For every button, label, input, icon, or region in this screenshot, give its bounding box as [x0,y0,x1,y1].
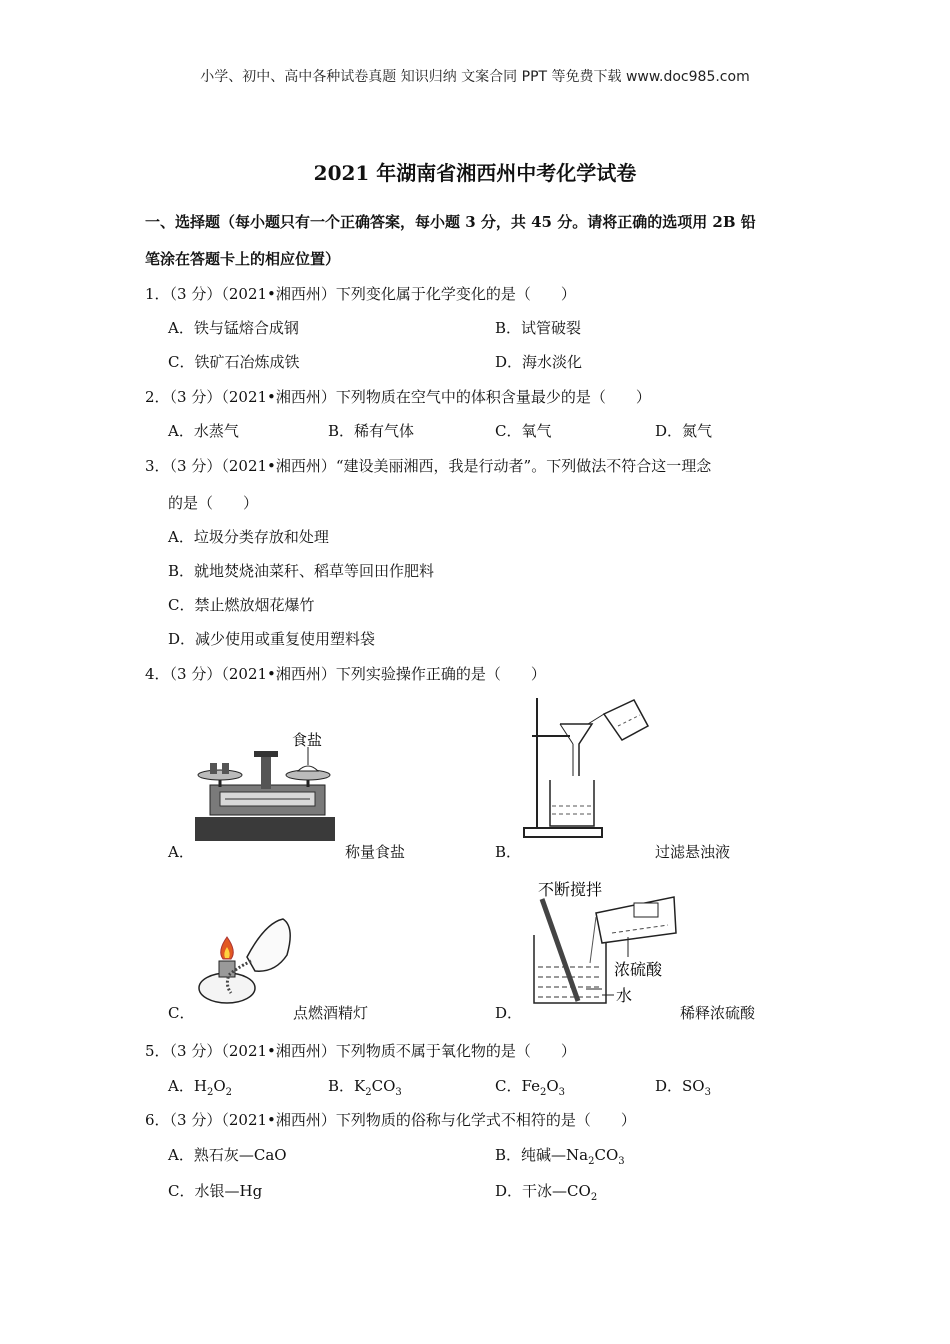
q3-option-b[interactable]: B．就地焚烧油菜秆、稻草等回田作肥料 [168,562,435,580]
q5-option-c-letter: C． [495,1077,522,1095]
q4-option-a[interactable]: A． [168,843,194,861]
q4-option-b[interactable]: B． [495,843,522,861]
q5-option-a-letter: A． [168,1077,194,1095]
q5-formula-b: $K_2CO_3$ [354,1077,402,1098]
q4-option-c[interactable]: C． [168,1004,195,1022]
figure-label-stir: 不断搅拌 [538,880,603,899]
balance-scale-figure [190,725,340,850]
q6-option-a[interactable] [168,1144,287,1165]
q6-formula-a: CaO [253,1146,287,1164]
section-heading-line1: 一、选择题（每小题只有一个正确答案，每小题 3 分，共 45 分。请将正确的选项用 2B 铅 [145,213,756,231]
q1-option-c[interactable]: C．铁矿石冶炼成铁 [168,353,300,371]
q5-formula-d: $SO_3$ [682,1077,711,1098]
q1-option-a[interactable]: A．铁与锰熔合成钢 [168,319,299,337]
q5-option-b[interactable] [328,1075,402,1098]
q4-caption-d: 稀释浓硫酸 [680,1004,756,1022]
q5-option-c[interactable] [495,1075,565,1098]
question-4-stem: 4．（3 分）（2021•湘西州）下列实验操作正确的是（ ） [145,665,546,683]
section-heading-line2: 笔涂在答题卡上的相应位置） [145,250,341,268]
q5-formula-c: $Fe_2O_3$ [521,1077,566,1098]
q6-formula-b: $Na_2CO_3$ [566,1146,625,1167]
q5-formula-a: $H_2O_2$ [193,1077,232,1098]
question-2-stem: 2．（3 分）（2021•湘西州）下列物质在空气中的体积含量最少的是（ ） [145,388,651,406]
page-header: 小学、初中、高中各种试卷真题 知识归纳 文案合同 PPT 等免费下载 www.doc985.com [200,69,750,85]
q5-option-d[interactable] [655,1075,711,1098]
question-3-stem: 3．（3 分）（2021•湘西州）“建设美丽湘西，我是行动者”。下列做法不符合这一理念 [145,457,712,475]
q4-caption-b: 过滤悬浊液 [655,843,731,861]
filtration-figure [522,696,652,841]
q6-option-d-label: D．干冰— [495,1182,568,1200]
q6-option-b[interactable] [495,1144,625,1167]
q1-option-b[interactable]: B．试管破裂 [495,319,582,337]
q1-option-d[interactable]: D．海水淡化 [495,353,583,371]
acid-dilution-figure [528,877,678,1007]
figure-label-acid: 浓硫酸 [614,960,663,979]
question-1-stem: 1．（3 分）（2021•湘西州）下列变化属于化学变化的是（ ） [145,285,576,303]
q4-option-d[interactable]: D． [495,1004,523,1022]
q2-option-d[interactable]: D．氮气 [655,422,713,440]
figure-label-water: 水 [616,986,633,1005]
q4-caption-c: 点燃酒精灯 [293,1004,369,1022]
q6-option-c[interactable] [168,1180,262,1201]
exam-title: 2021 年湖南省湘西州中考化学试卷 [313,161,637,185]
question-6-stem: 6．（3 分）（2021•湘西州）下列物质的俗称与化学式不相符的是（ ） [145,1111,636,1129]
q5-option-a[interactable] [168,1075,232,1098]
q2-option-b[interactable]: B．稀有气体 [328,422,415,440]
q5-option-b-letter: B． [328,1077,355,1095]
q3-option-d[interactable]: D．减少使用或重复使用塑料袋 [168,630,376,648]
q6-option-b-label: B．纯碱— [495,1146,567,1164]
question-5-stem: 5．（3 分）（2021•湘西州）下列物质不属于氧化物的是（ ） [145,1042,576,1060]
q3-option-a[interactable]: A．垃圾分类存放和处理 [168,528,329,546]
q6-option-c-label: C．水银— [168,1182,240,1200]
q4-caption-a: 称量食盐 [345,843,406,861]
q6-formula-d: $CO_2$ [567,1182,598,1203]
figure-label-salt: 食盐 [292,731,323,749]
question-3-stem-cont: 的是（ ） [168,494,259,512]
q2-option-a[interactable]: A．水蒸气 [168,422,239,440]
q6-option-d[interactable] [495,1180,597,1203]
q6-formula-c: Hg [239,1182,263,1200]
q5-option-d-letter: D． [655,1077,683,1095]
q3-option-c[interactable]: C．禁止燃放烟花爆竹 [168,596,315,614]
q6-option-a-label: A．熟石灰— [168,1146,254,1164]
q2-option-c[interactable]: C．氧气 [495,422,552,440]
alcohol-lamp-figure [195,913,300,1008]
